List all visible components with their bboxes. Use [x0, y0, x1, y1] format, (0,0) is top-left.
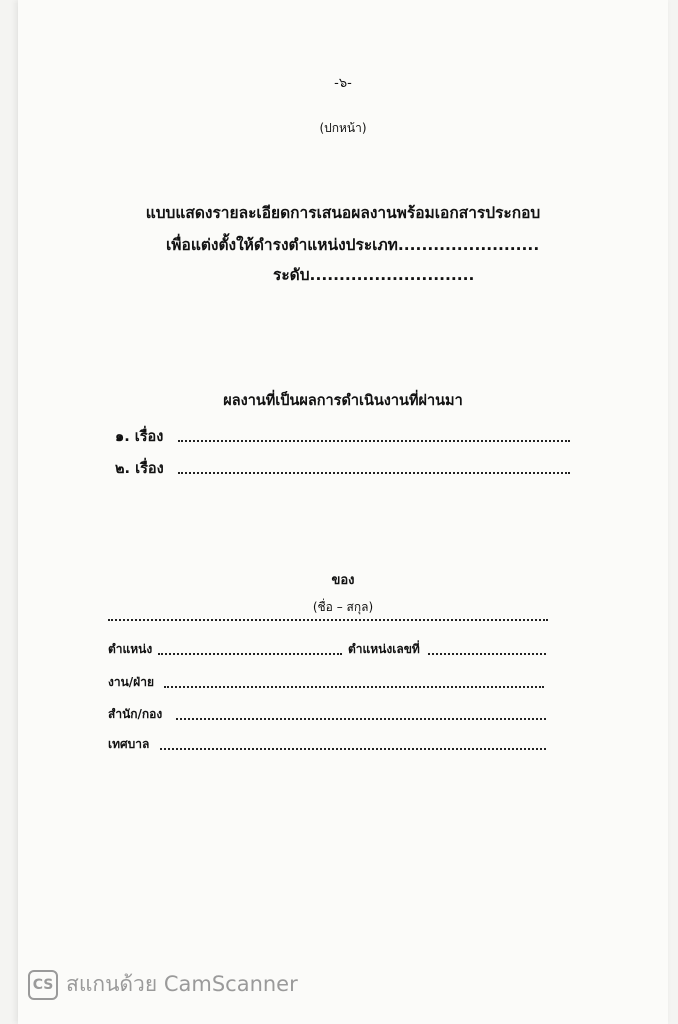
cover-label: (ปกหน้า): [319, 121, 367, 135]
name-line: [108, 619, 548, 621]
works-heading: ผลงานที่เป็นผลการดำเนินงานที่ผ่านมา: [223, 393, 463, 409]
office-label: สำนัก/กอง: [108, 707, 163, 721]
document-page: [18, 0, 668, 1024]
municipality-line: [160, 748, 546, 750]
position-line: [158, 653, 342, 655]
camscanner-watermark: [28, 968, 298, 1001]
municipality-label: เทศบาล: [108, 737, 150, 751]
camscanner-logo-icon: CS: [28, 970, 58, 1000]
title-line-1: แบบแสดงรายละเอียดการเสนอผลงานพร้อมเอกสารประกอบ: [145, 204, 541, 222]
position-no-line: [428, 653, 546, 655]
position-no-label: ตำแหน่งเลขที่: [348, 642, 420, 656]
camscanner-text: สแกนด้วย CamScanner: [66, 972, 298, 996]
title-line-2: เพื่อแต่งตั้งให้ดำรงตำแหน่งประเภท........................: [166, 236, 540, 254]
section-label: งาน/ฝ่าย: [108, 675, 154, 689]
of-label: ของ: [331, 573, 355, 588]
work-item-2-label: ๒. เรื่อง: [115, 461, 164, 477]
title-line-3: ระดับ............................: [273, 266, 475, 284]
name-label: (ชื่อ – สกุล): [312, 600, 374, 614]
page-number: -๖-: [334, 76, 352, 91]
office-line: [176, 718, 546, 720]
work-item-1-line: [178, 440, 570, 442]
section-line: [164, 686, 544, 688]
work-item-1-label: ๑. เรื่อง: [115, 429, 164, 445]
work-item-2-line: [178, 472, 570, 474]
position-label: ตำแหน่ง: [108, 642, 153, 656]
